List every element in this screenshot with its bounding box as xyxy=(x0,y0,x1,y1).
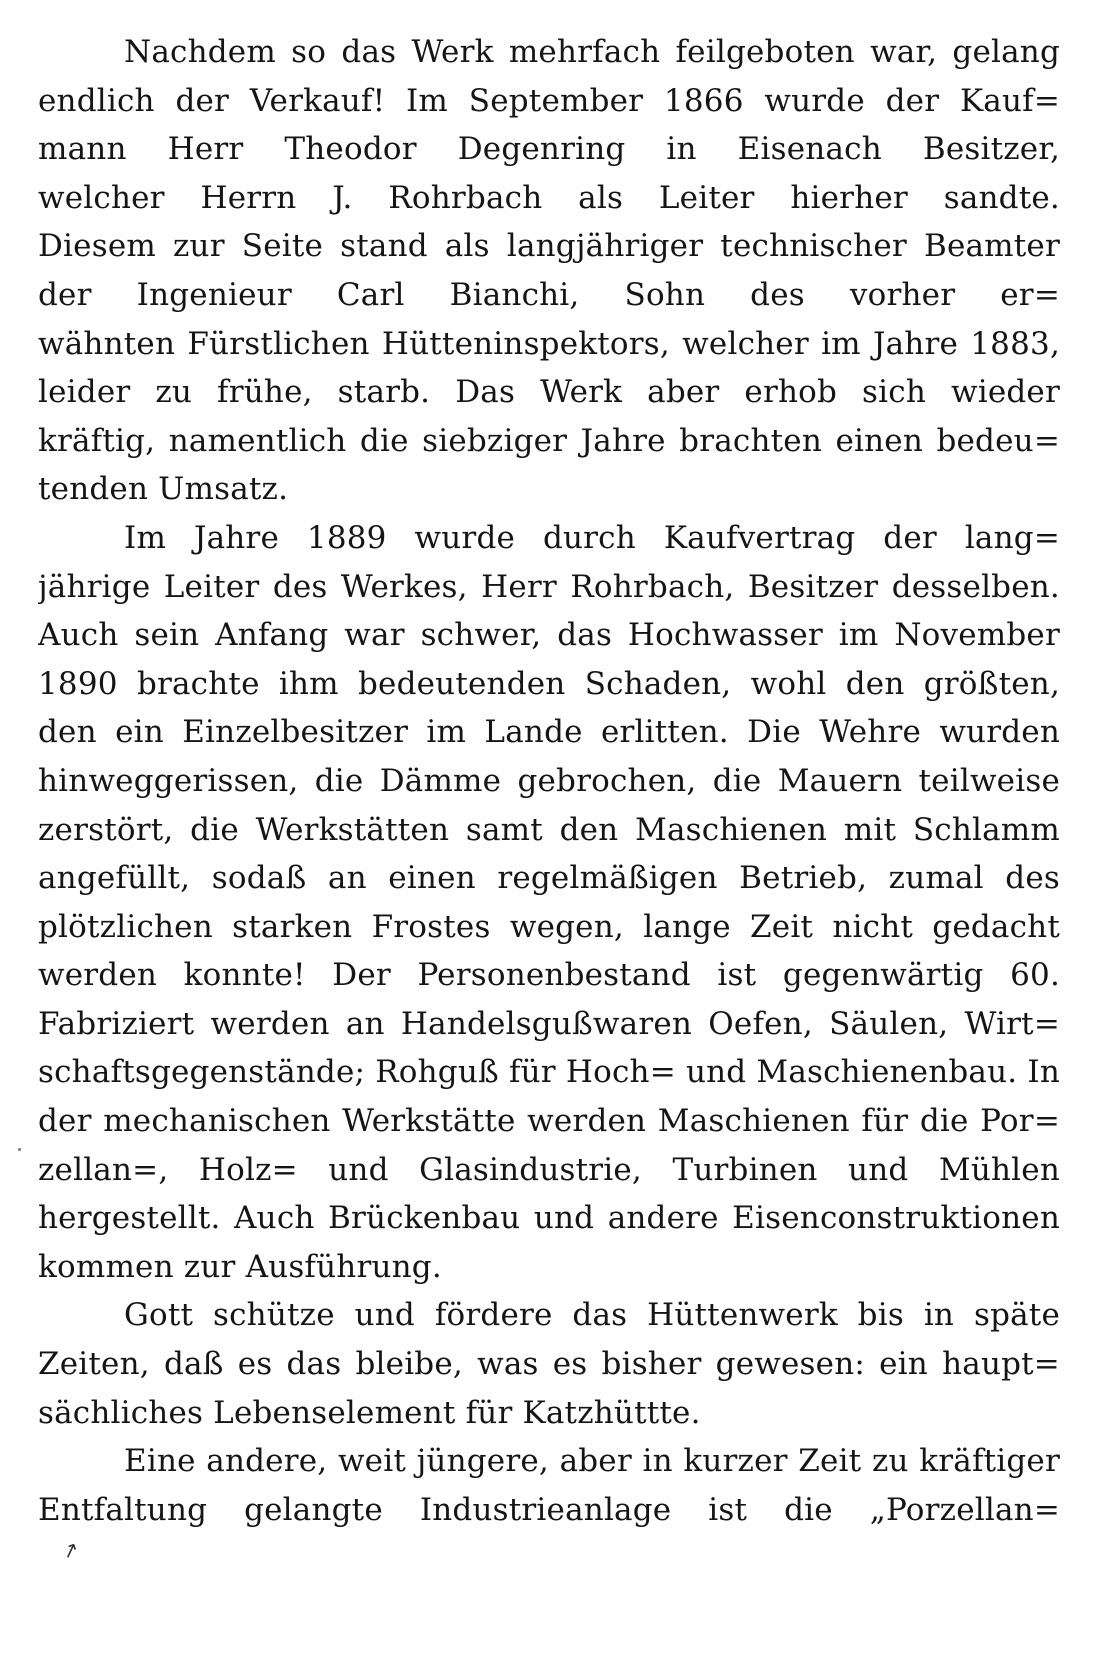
text-line: der Ingenieur Carl Bianchi, Sohn des vorher er= xyxy=(38,276,1060,313)
text-line: Im Jahre 1889 wurde durch Kaufvertrag der lang= xyxy=(124,519,1060,556)
text-line: endlich der Verkauf! Im September 1866 wurde der Kauf= xyxy=(38,82,1060,119)
text-line: zellan=, Holz= und Glasindustrie, Turbinen und Mühlen xyxy=(38,1151,1060,1188)
margin-pencil-mark: ↗ xyxy=(58,1535,83,1565)
text-line: leider zu frühe, starb. Das Werk aber erhob sich wieder xyxy=(38,374,1060,411)
text-line: mann Herr Theodor Degenring in Eisenach Besitzer, xyxy=(38,131,1060,168)
text-line: hinweggerissen, die Dämme gebrochen, die Mauern teilweise xyxy=(38,762,1060,799)
text-line: tenden Umsatz. xyxy=(38,471,289,508)
text-line: Diesem zur Seite stand als langjähriger technischer Beamter xyxy=(38,228,1060,265)
text-line: zerstört, die Werkstätten samt den Maschienen mit Schlamm xyxy=(38,811,1060,848)
text-line: kommen zur Ausführung. xyxy=(38,1248,442,1285)
text-line: plötzlichen starken Frostes wegen, lange Zeit nicht gedacht xyxy=(38,908,1060,945)
text-line: wähnten Fürstlichen Hütteninspektors, welcher im Jahre 1883, xyxy=(38,325,1060,362)
text-line: den ein Einzelbesitzer im Lande erlitten. Die Wehre wurden xyxy=(38,714,1060,751)
text-line: hergestellt. Auch Brückenbau und andere Eisenconstruktionen xyxy=(38,1200,1060,1237)
text-line: jährige Leiter des Werkes, Herr Rohrbach, Besitzer desselben. xyxy=(38,568,1060,605)
body-text xyxy=(38,28,1060,1534)
text-line: Fabriziert werden an Handelsgußwaren Oefen, Säulen, Wirt= xyxy=(38,1005,1060,1042)
text-line: Entfaltung gelangte Industrieanlage ist die „Porzellan= xyxy=(38,1491,1060,1528)
text-line: der mechanischen Werkstätte werden Maschienen für die Por= xyxy=(38,1103,1060,1140)
text-line: angefüllt, sodaß an einen regelmäßigen Betrieb, zumal des xyxy=(38,860,1060,897)
text-line: Auch sein Anfang war schwer, das Hochwasser im November xyxy=(38,617,1060,654)
text-line: kräftig, namentlich die siebziger Jahre brachten einen bedeu= xyxy=(38,422,1060,459)
text-line: Nachdem so das Werk mehrfach feilgeboten war, gelang xyxy=(124,34,1060,70)
text-line: sächliches Lebenselement für Katzhüttte. xyxy=(38,1394,701,1431)
text-line: Zeiten, daß es das bleibe, was es bisher gewesen: ein haupt= xyxy=(38,1346,1060,1383)
text-line: werden konnte! Der Personenbestand ist gegenwärtig 60. xyxy=(38,957,1060,994)
text-line: Gott schütze und fördere das Hüttenwerk bis in späte xyxy=(124,1297,1060,1334)
text-line: 1890 brachte ihm bedeutenden Schaden, wohl den größten, xyxy=(38,665,1060,702)
text-line: schaftsgegenstände; Rohguß für Hoch= und Maschienenbau. In xyxy=(38,1054,1060,1091)
text-line: welcher Herrn J. Rohrbach als Leiter hierher sandte. xyxy=(38,179,1060,216)
scan-speck xyxy=(18,1148,21,1151)
text-line: Eine andere, weit jüngere, aber in kurzer Zeit zu kräftiger xyxy=(124,1443,1060,1480)
